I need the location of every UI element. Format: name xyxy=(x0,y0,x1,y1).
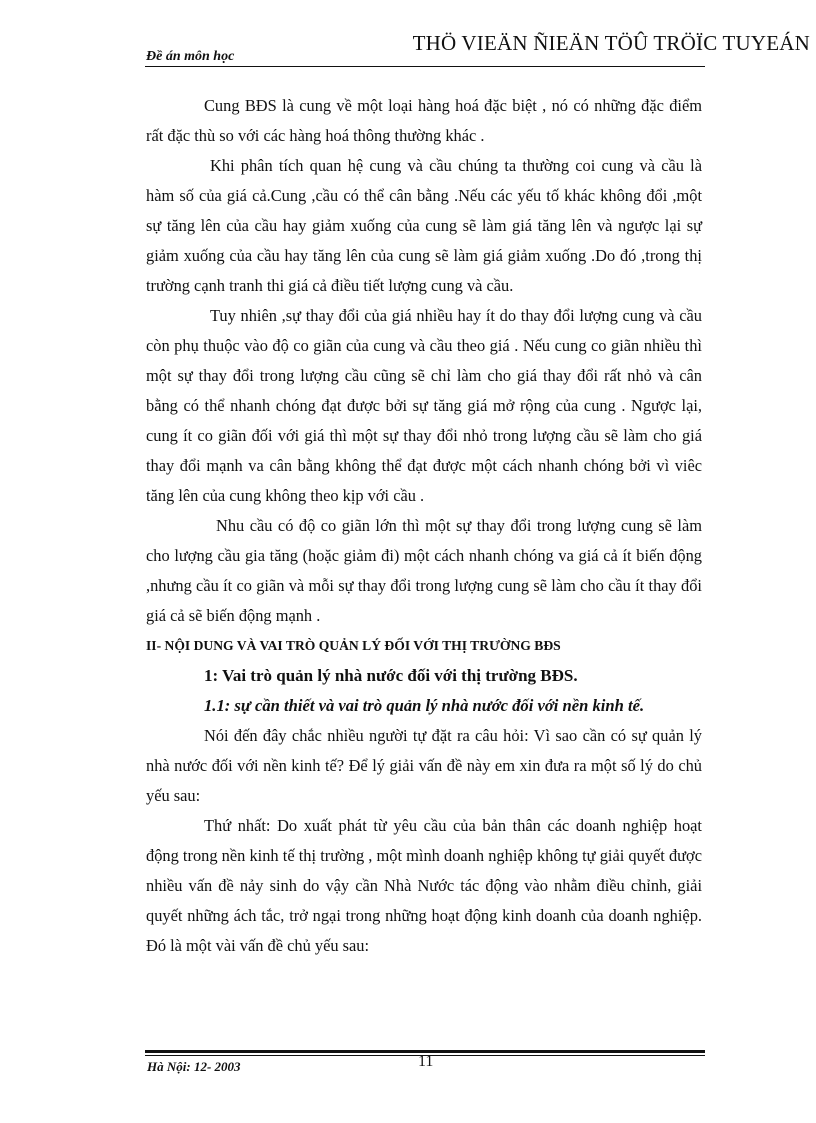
paragraph-first-reason: Thứ nhất: Do xuất phát từ yêu cầu của bản thân các doanh nghiệp hoạt động trong nền kinh tế thị trường , một mình doanh nghiệp không tự giải quyết được nhiều vấn đề nảy sinh do vậy cần Nhà Nước tác động vào nhằm điều chỉnh, giải quyết những ách tắc, trở ngại trong những hoạt động kinh doanh của doanh nghiệp. Đó là một vài vấn đề chủ yếu sau: xyxy=(146,816,702,955)
paragraph-supply-definition: Cung BĐS là cung về một loại hàng hoá đặc biệt , nó có những đặc điểm rất đặc thù so với các hàng hoá thông thường khác . xyxy=(146,96,702,145)
paragraph-elasticity-demand: Nhu cầu có độ co giãn lớn thì một sự thay đổi trong lượng cung sẽ làm cho lượng cầu gia tăng (hoặc giảm đi) một cách nhanh chóng va giá cả ít biến động ,nhưng cầu ít co giãn và mỗi sự thay đổi trong lượng cung sẽ làm cho cầu ít thay đổi giá cả sẽ biến động mạnh . xyxy=(146,516,702,625)
subsection-heading: 1: Vai trò quản lý nhà nước đối với thị trường BĐS. xyxy=(204,666,578,685)
paragraph-supply-demand-analysis: Khi phân tích quan hệ cung và cầu chúng ta thường coi cung và cầu là hàm số của giá cả.Cung ,cầu có thể cân bằng .Nếu các yếu tố khác không đổi ,một sự tăng lên của cầu hay giảm xuống của cung sẽ làm giá tăng lên và ngược lại sự giảm xuống của cầu hay tăng lên của cung sẽ làm giá giảm xuống .Do đó ,trong thị trường cạnh tranh thi giá cả điều tiết lượng cung và cầu. xyxy=(146,156,702,295)
paragraph-question: Nói đến đây chắc nhiều người tự đặt ra câu hỏi: Vì sao cần có sự quản lý nhà nước đối với nền kinh tế? Để lý giải vấn đề này em xin đưa ra một số lý do chủ yếu sau: xyxy=(146,726,702,805)
sub-subsection-heading: 1.1: sự cần thiết và vai trò quản lý nhà nước đối với nền kinh tế. xyxy=(204,696,645,715)
header-course-label: Đề án môn học xyxy=(146,49,235,64)
section-heading: II- NỘI DUNG VÀ VAI TRÒ QUẢN LÝ ĐỐI VỚI THỊ TRƯỜNG BĐS xyxy=(146,638,561,653)
document-body xyxy=(146,91,702,961)
page-number: 11 xyxy=(418,1053,434,1070)
header-library-title: THÖ VIEÄN ÑIEÄN TÖÛ TRÖÏC TUYEÁN xyxy=(412,31,810,55)
paragraph-elasticity-supply: Tuy nhiên ,sự thay đổi của giá nhiều hay ít do thay đổi lượng cung và cầu còn phụ thuộc vào độ co giãn của cung và cầu theo giá . Nếu cung co giãn nhiều thì một sự thay đổi trong lượng cầu cũng sẽ chỉ làm cho giá thay đổi rất nhỏ và cân bằng có thể nhanh chóng đạt được bởi sự tăng giá mở rộng của cung . Ngược lại, cung ít co giãn đối với giá thì một sự thay đổi nhỏ trong lượng cầu sẽ làm cho giá thay đổi mạnh va cân bằng không thể đạt được một cách nhanh chóng bởi vì viêc tăng lên của cung không theo kịp với cầu . xyxy=(146,306,702,505)
header-divider xyxy=(145,66,705,67)
footer-place-date: Hà Nội: 12- 2003 xyxy=(147,1059,241,1074)
